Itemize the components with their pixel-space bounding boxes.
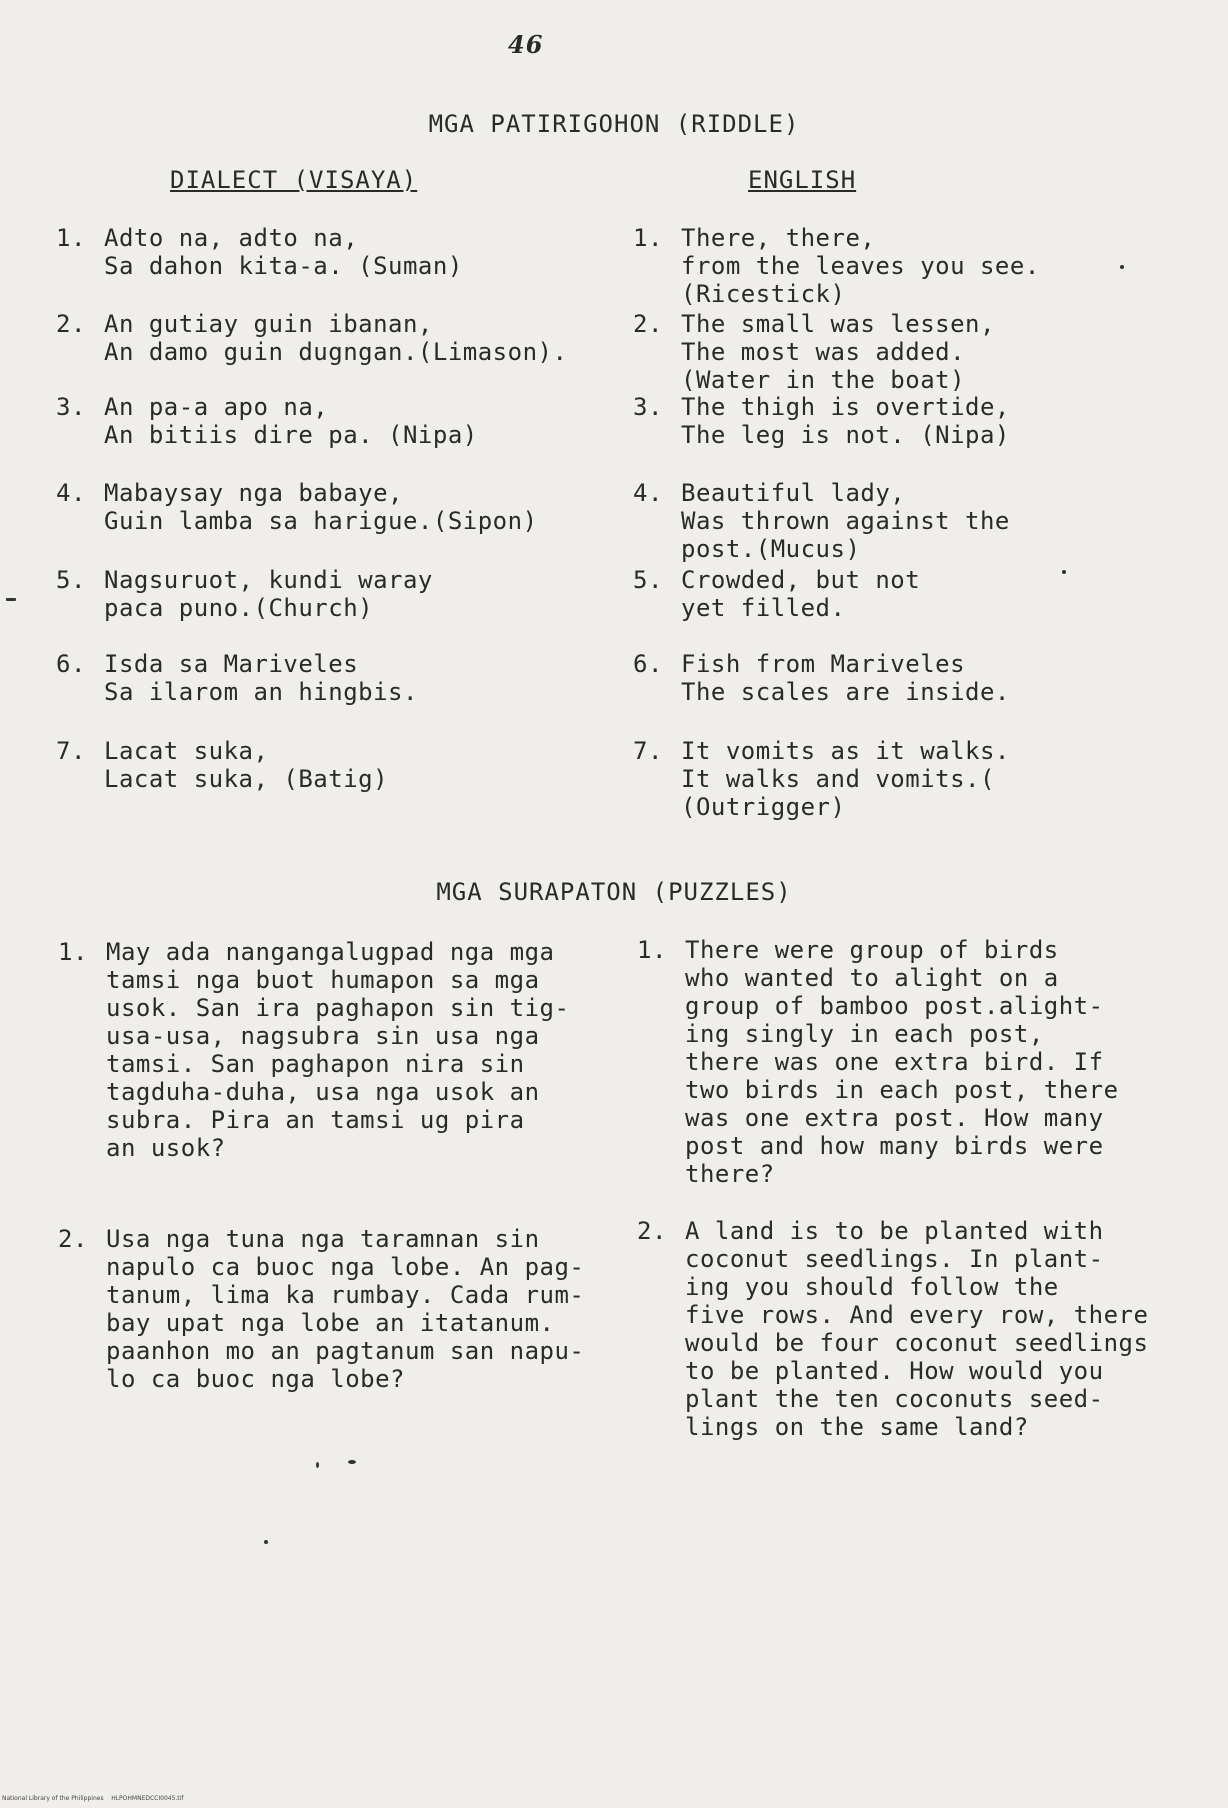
item-line: Was thrown against the (681, 507, 1010, 535)
item-number: 2. (637, 1217, 667, 1245)
english-column-header: ENGLISH (748, 166, 857, 194)
dialect-column-header: DIALECT (VISAYA) (170, 166, 418, 194)
list-item (633, 566, 920, 622)
item-line: was one extra post. How many (685, 1104, 1104, 1132)
scan-speck (1062, 570, 1066, 574)
list-item (56, 393, 478, 449)
list-item (633, 650, 1010, 706)
item-line: to be planted. How would you (685, 1357, 1104, 1385)
item-number: 3. (633, 393, 663, 421)
item-line: (Outrigger) (681, 793, 846, 821)
item-line: The most was added. (681, 338, 966, 366)
item-line: An gutiay guin ibanan, (104, 310, 433, 338)
item-line: tagduha-duha, usa nga usok an (106, 1078, 540, 1106)
item-line: (Water in the boat) (681, 366, 966, 394)
item-line: paca puno.(Church) (104, 594, 374, 622)
item-number: 6. (56, 650, 86, 678)
page-number: 46 (508, 30, 544, 59)
item-line: group of bamboo post.alight- (685, 992, 1104, 1020)
item-line: (Ricestick) (681, 280, 846, 308)
item-line: plant the ten coconuts seed- (685, 1385, 1104, 1413)
item-line: Adto na, adto na, (104, 224, 359, 252)
item-line: two birds in each post, there (685, 1076, 1119, 1104)
scan-mark (6, 598, 16, 601)
list-item (56, 737, 388, 793)
list-item (56, 479, 538, 535)
item-line: napulo ca buoc nga lobe. An pag- (106, 1253, 585, 1281)
item-number: 5. (633, 566, 663, 594)
item-line: five rows. And every row, there (685, 1301, 1149, 1329)
item-line: Crowded, but not (681, 566, 921, 594)
item-line: usok. San ira paghapon sin tig- (106, 994, 570, 1022)
item-line: Lacat suka, (104, 737, 269, 765)
riddles-title: MGA PATIRIGOHON (RIDDLE) (428, 110, 800, 138)
item-line: May ada nangangalugpad nga mga (106, 938, 555, 966)
item-line: paanhon mo an pagtanum san napu- (106, 1337, 585, 1365)
item-line: who wanted to alight on a (685, 964, 1059, 992)
scan-speck (264, 1540, 268, 1544)
item-line: The small was lessen, (681, 310, 995, 338)
item-line: Lacat suka, (Batig) (104, 765, 389, 793)
item-number: 4. (633, 479, 663, 507)
item-line: It walks and vomits.( (681, 765, 995, 793)
item-number: 2. (58, 1225, 88, 1253)
list-item (56, 224, 463, 280)
scan-footer: National Library of the Philippines HLPOHMNEDCCI0045.tif (2, 1795, 184, 1802)
item-line: Isda sa Mariveles (104, 650, 359, 678)
list-item (633, 224, 1040, 308)
item-line: from the leaves you see. (681, 252, 1040, 280)
scan-speck (1120, 265, 1124, 269)
item-line: Sa ilarom an hingbis. (104, 678, 418, 706)
item-number: 7. (56, 737, 86, 765)
item-line: tamsi. San paghapon nira sin (106, 1050, 525, 1078)
item-line: would be four coconut seedlings (685, 1329, 1149, 1357)
list-item (633, 393, 1010, 449)
list-item (58, 938, 569, 1162)
item-line: yet filled. (681, 594, 846, 622)
item-line: Nagsuruot, kundi waray (104, 566, 433, 594)
list-item (56, 650, 418, 706)
item-number: 1. (633, 224, 663, 252)
list-item (637, 936, 1119, 1188)
item-line: There, there, (681, 224, 876, 252)
item-line: It vomits as it walks. (681, 737, 1010, 765)
item-line: ing singly in each post, (685, 1020, 1044, 1048)
item-line: lings on the same land? (685, 1413, 1029, 1441)
item-number: 1. (637, 936, 667, 964)
item-number: 1. (56, 224, 86, 252)
item-line: An pa-a apo na, (104, 393, 329, 421)
list-item (58, 1225, 584, 1393)
item-line: A land is to be planted with (685, 1217, 1104, 1245)
item-line: There were group of birds (685, 936, 1059, 964)
item-line: there was one extra bird. If (685, 1048, 1104, 1076)
item-line: Beautiful lady, (681, 479, 906, 507)
item-line: The thigh is overtide, (681, 393, 1010, 421)
item-line: tanum, lima ka rumbay. Cada rum- (106, 1281, 585, 1309)
list-item (633, 479, 1010, 563)
item-line: Sa dahon kita-a. (Suman) (104, 252, 463, 280)
puzzles-title: MGA SURAPATON (PUZZLES) (436, 878, 792, 906)
list-item (633, 737, 1010, 821)
item-number: 6. (633, 650, 663, 678)
scan-speck (316, 1462, 319, 1468)
item-number: 2. (56, 310, 86, 338)
item-number: 3. (56, 393, 86, 421)
item-line: Fish from Mariveles (681, 650, 966, 678)
scan-speck (348, 1460, 356, 1464)
list-item (56, 566, 433, 622)
item-number: 2. (633, 310, 663, 338)
item-line: Guin lamba sa harigue.(Sipon) (104, 507, 538, 535)
item-line: An bitiis dire pa. (Nipa) (104, 421, 478, 449)
item-number: 1. (58, 938, 88, 966)
item-number: 7. (633, 737, 663, 765)
item-line: An damo guin dugngan.(Limason). (104, 338, 568, 366)
item-line: there? (685, 1160, 775, 1188)
item-line: ing you should follow the (685, 1273, 1059, 1301)
item-number: 4. (56, 479, 86, 507)
item-line: The scales are inside. (681, 678, 1010, 706)
list-item (633, 310, 995, 394)
list-item (637, 1217, 1148, 1441)
item-line: coconut seedlings. In plant- (685, 1245, 1104, 1273)
item-line: lo ca buoc nga lobe? (106, 1365, 405, 1393)
item-line: Mabaysay nga babaye, (104, 479, 403, 507)
item-line: Usa nga tuna nga taramnan sin (106, 1225, 540, 1253)
item-line: bay upat nga lobe an itatanum. (106, 1309, 555, 1337)
item-line: post.(Mucus) (681, 535, 861, 563)
item-line: post and how many birds were (685, 1132, 1104, 1160)
item-line: usa-usa, nagsubra sin usa nga (106, 1022, 540, 1050)
item-number: 5. (56, 566, 86, 594)
item-line: The leg is not. (Nipa) (681, 421, 1010, 449)
item-line: an usok? (106, 1134, 226, 1162)
item-line: subra. Pira an tamsi ug pira (106, 1106, 525, 1134)
list-item (56, 310, 567, 366)
item-line: tamsi nga buot humapon sa mga (106, 966, 540, 994)
